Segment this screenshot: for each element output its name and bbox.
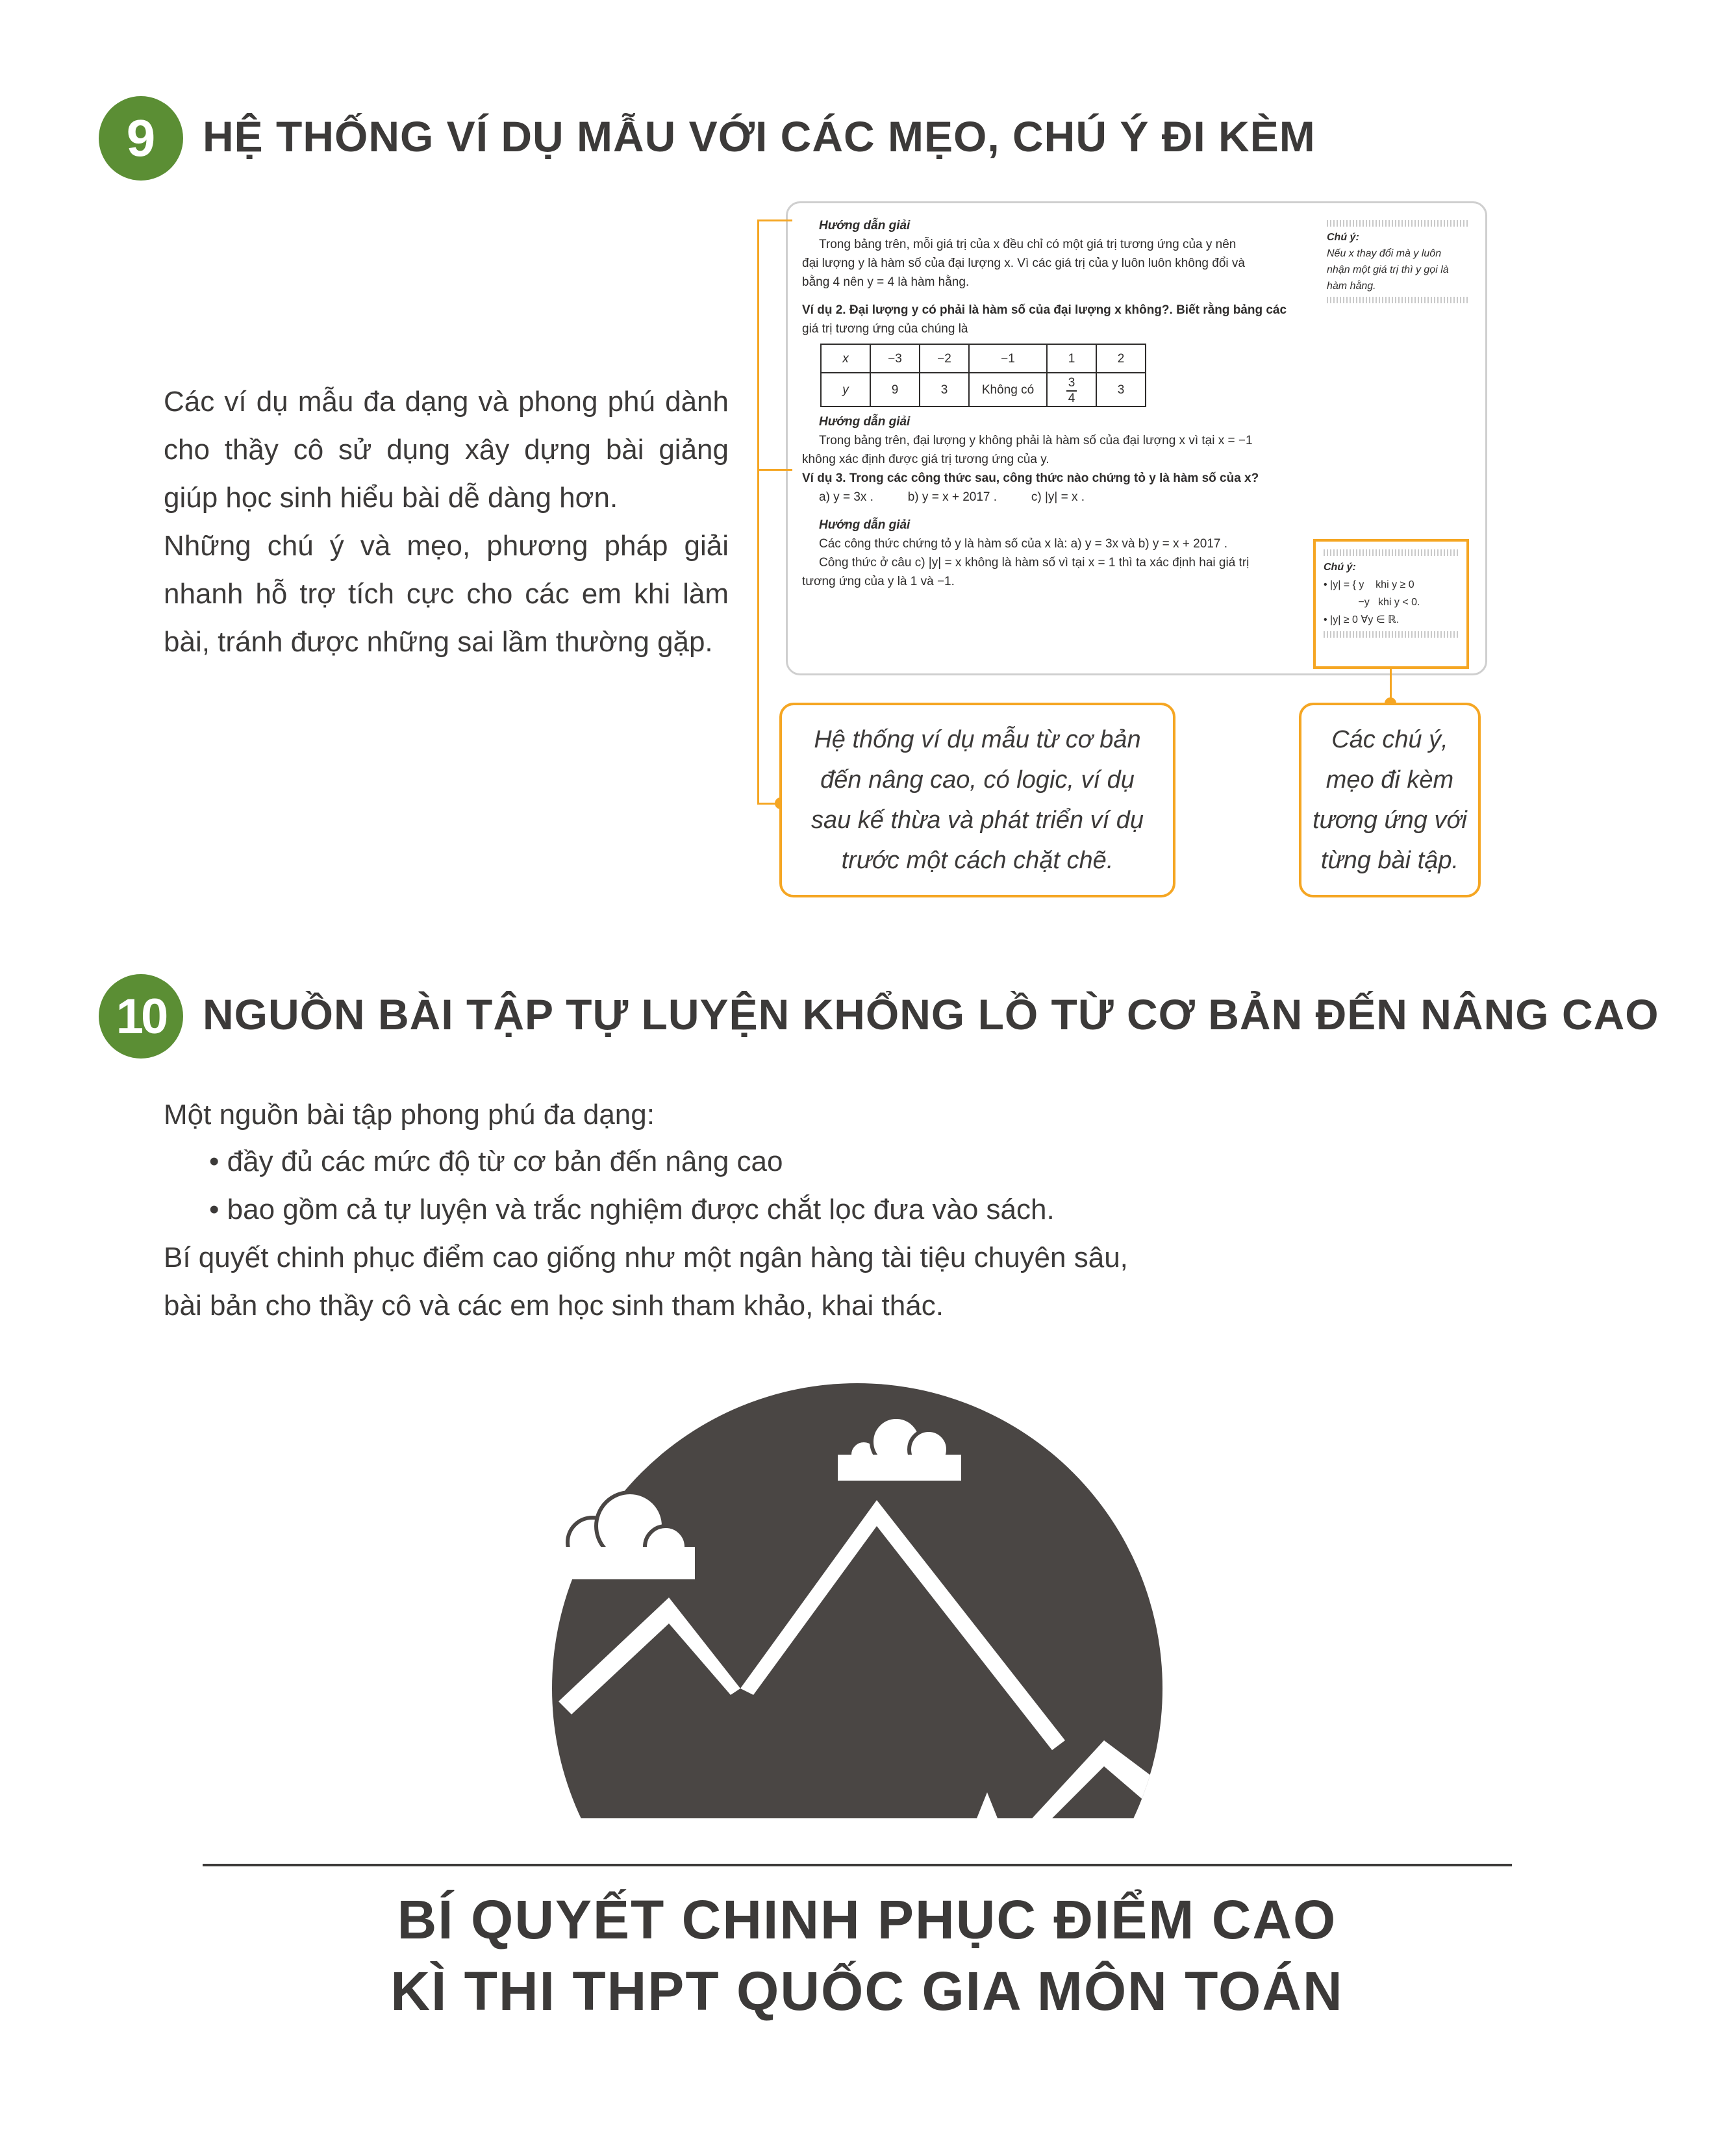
section-10-title: NGUỒN BÀI TẬP TỰ LUYỆN KHỔNG LỒ TỪ CƠ BẢN ĐẾN NÂNG CAO	[203, 990, 1659, 1038]
side-note-line: Nếu x thay đổi mà y luôn	[1327, 248, 1442, 259]
table-cell: −2	[920, 344, 969, 373]
note-box-title: Chú ý:	[1324, 562, 1356, 573]
guide-heading: Hướng dẫn giải	[819, 518, 911, 532]
example-3-options: a) y = 3x . b) y = x + 2017 . c) |y| = x .	[819, 490, 1085, 504]
section-10-closing	[164, 1234, 1128, 1330]
callout-notes	[1299, 703, 1481, 897]
guide-text: bằng 4 nên y = 4 là hàm hằng.	[802, 275, 970, 289]
note-box-line: • |y| ≥ 0 ∀y ∈ ℝ.	[1324, 614, 1400, 625]
table-cell: 9	[870, 373, 920, 407]
callout-line: Các chú ý,	[1331, 726, 1448, 753]
table-cell: y	[821, 373, 870, 407]
guide-heading: Hướng dẫn giải	[819, 415, 911, 429]
callout-examples	[779, 703, 1175, 897]
description-line: giúp học sinh hiểu bài dễ dàng hơn.	[164, 482, 618, 514]
closing-line: bài bản cho thầy cô và các em học sinh tham khảo, khai thác.	[164, 1290, 944, 1322]
description-line: bài, tránh được những sai lầm thường gặp.	[164, 626, 713, 658]
mountain-moon-icon	[533, 1377, 1182, 1825]
table-cell: 2	[1096, 344, 1146, 373]
section-9-badge: 9	[99, 96, 183, 181]
description-line: Những chú ý và mẹo, phương pháp giải	[164, 530, 729, 562]
section-10-badge: 10	[99, 974, 183, 1059]
section-10-intro: Một nguồn bài tập phong phú đa dạng:	[164, 1099, 655, 1131]
guide-heading: Hướng dẫn giải	[819, 219, 911, 232]
section-10-bullets	[209, 1138, 1055, 1234]
table-cell: 3	[920, 373, 969, 407]
note-box-highlight	[1313, 539, 1469, 669]
guide-text: Trong bảng trên, mỗi giá trị của x đều chỉ có một giá trị tương ứng của y nên	[819, 238, 1237, 251]
values-table	[820, 344, 1146, 407]
callout-line: từng bài tập.	[1320, 847, 1459, 874]
sample-main-text	[802, 216, 1309, 591]
footer-title-line-1: BÍ QUYẾT CHINH PHỤC ĐIỂM CAO	[397, 1889, 1337, 1950]
table-cell: Không có	[969, 373, 1047, 407]
side-note-1	[1327, 218, 1470, 306]
example-2: Ví dụ 2. Đại lượng y có phải là hàm số của đại lượng x không?. Biết rằng bảng các	[802, 303, 1287, 317]
description-line: nhanh hỗ trợ tích cực cho các em khi làm	[164, 578, 729, 610]
note-box-line: • |y| = { y khi y ≥ 0	[1324, 579, 1414, 590]
table-cell: −1	[969, 344, 1047, 373]
connector-left-top	[759, 219, 792, 221]
table-cell: 3	[1096, 373, 1146, 407]
callout-line: trước một cách chặt chẽ.	[841, 847, 1114, 874]
fraction-denominator: 4	[1068, 392, 1075, 405]
table-cell: 1	[1047, 344, 1096, 373]
table-cell: x	[821, 344, 870, 373]
guide-text: tương ứng của y là 1 và −1.	[802, 575, 955, 588]
side-note-title: Chú ý:	[1327, 232, 1359, 243]
callout-line: tương ứng với	[1313, 807, 1467, 834]
guide-text: không xác định được giá trị tương ứng của y.	[802, 453, 1049, 466]
example-3: Ví dụ 3. Trong các công thức sau, công thức nào chứng tỏ y là hàm số của x?	[802, 471, 1259, 485]
side-note-line: nhận một giá trị thì y gọi là	[1327, 264, 1449, 275]
callout-line: Hệ thống ví dụ mẫu từ cơ bản	[814, 726, 1141, 753]
table-cell: −3	[870, 344, 920, 373]
section-9-description	[164, 378, 729, 666]
example-2-cont: giá trị tương ứng của chúng là	[802, 322, 968, 336]
guide-text: Công thức ở câu c) |y| = x không là hàm số vì tại x = 1 thì ta xác định hai giá trị	[819, 556, 1250, 570]
callout-line: sau kế thừa và phát triển ví dụ	[810, 807, 1144, 834]
footer-divider	[203, 1864, 1512, 1866]
description-line: Các ví dụ mẫu đa dạng và phong phú dành	[164, 386, 729, 418]
section-9-title: HỆ THỐNG VÍ DỤ MẪU VỚI CÁC MẸO, CHÚ Ý ĐI KÈM	[203, 112, 1316, 160]
table-cell-fraction	[1047, 373, 1096, 407]
guide-text: Các công thức chứng tỏ y là hàm số của x là: a) y = 3x và b) y = x + 2017 .	[819, 537, 1228, 551]
callout-line: mẹo đi kèm	[1326, 766, 1454, 794]
guide-text: đại lượng y là hàm số của đại lượng x. Vì các giá trị của y luôn luôn không đổi và	[802, 257, 1245, 270]
bullet-item: • bao gồm cả tự luyện và trắc nghiệm được chắt lọc đưa vào sách.	[209, 1194, 1055, 1225]
side-note-line: hàm hằng.	[1327, 281, 1376, 292]
closing-line: Bí quyết chinh phục điểm cao giống như một ngân hàng tài tiệu chuyên sâu,	[164, 1242, 1128, 1273]
table-row	[821, 373, 1146, 407]
connector-left-vertical	[757, 219, 759, 804]
connector-left-mid	[759, 469, 792, 471]
callout-line: đến nâng cao, có logic, ví dụ	[820, 766, 1135, 794]
note-box-line: −y khi y < 0.	[1324, 597, 1420, 608]
table-row	[821, 344, 1146, 373]
footer-title-line-2: KÌ THI THPT QUỐC GIA MÔN TOÁN	[390, 1961, 1344, 2022]
guide-text: Trong bảng trên, đại lượng y không phải là hàm số của đại lượng x vì tại x = −1	[819, 434, 1253, 447]
bullet-item: • đầy đủ các mức độ từ cơ bản đến nâng cao	[209, 1146, 783, 1177]
description-line: cho thầy cô sử dụng xây dựng bài giảng	[164, 434, 729, 466]
fraction-numerator: 3	[1066, 376, 1077, 392]
